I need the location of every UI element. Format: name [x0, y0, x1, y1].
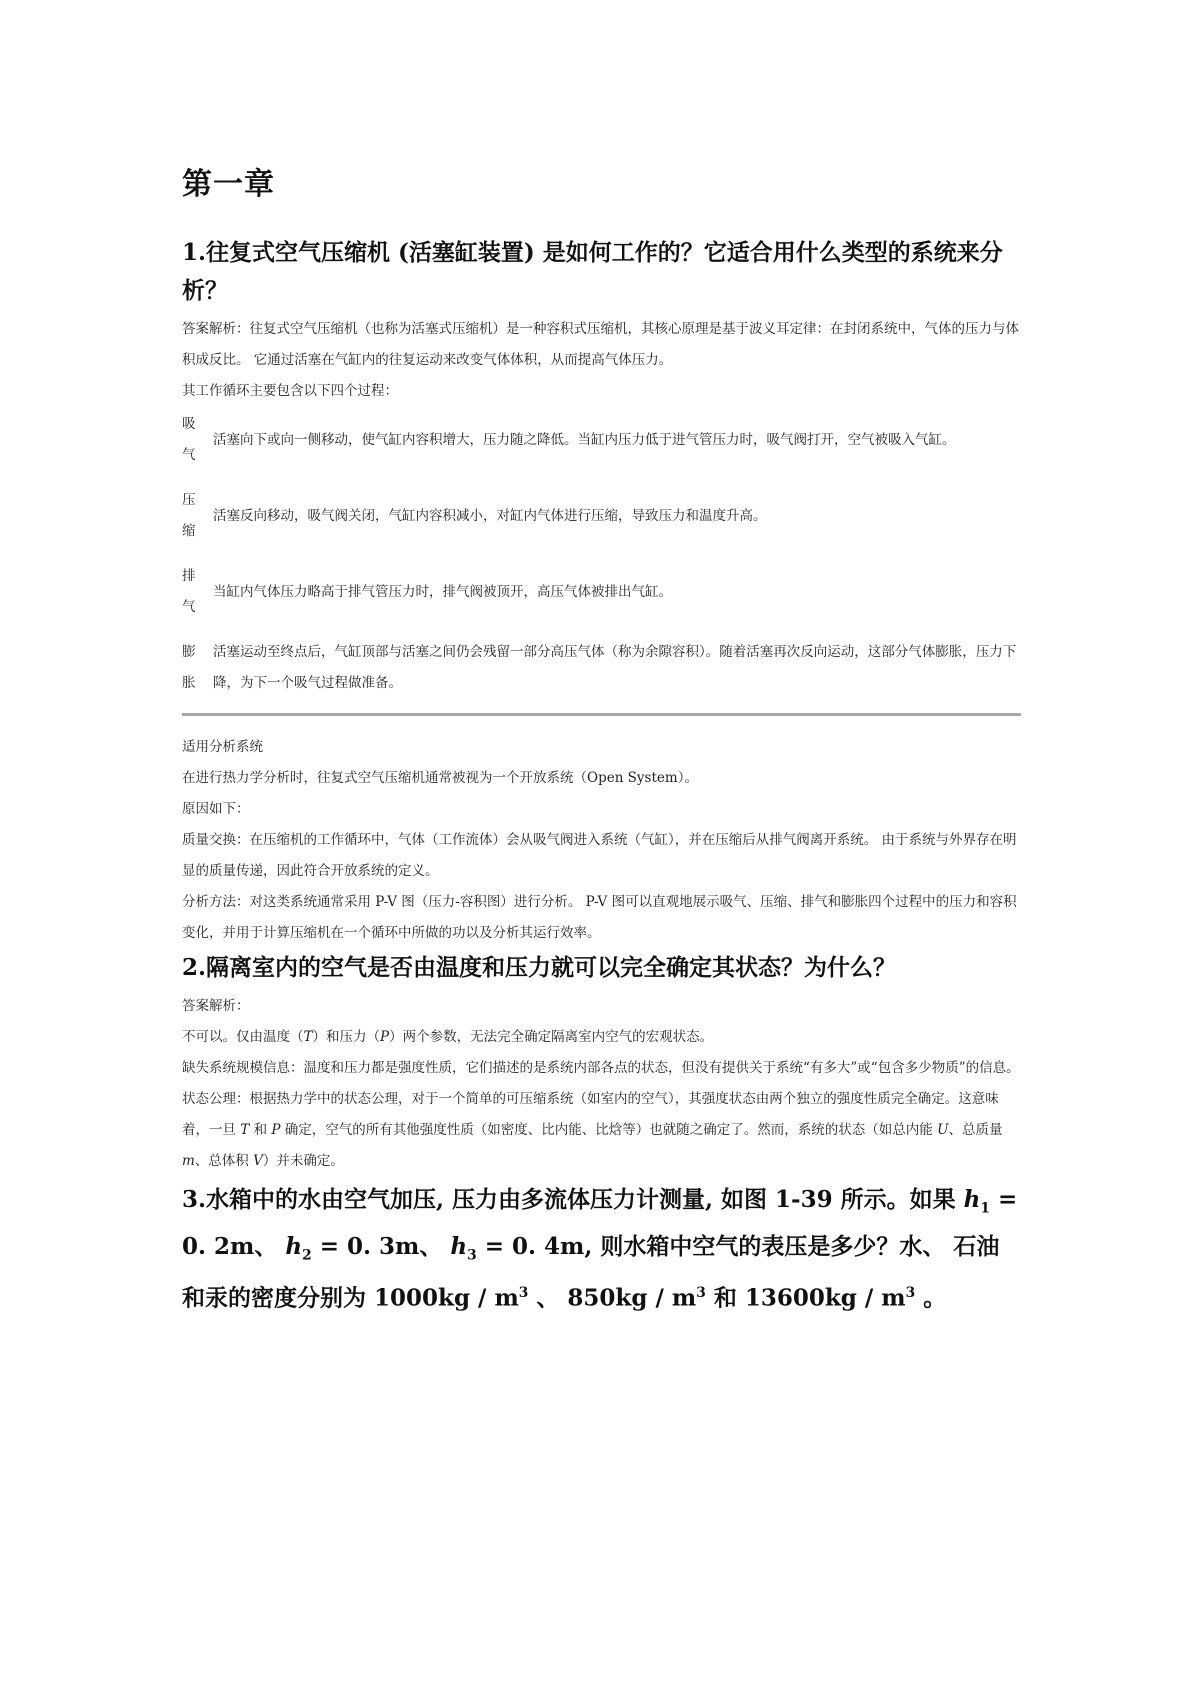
q1-reason-method: 分析方法：对这类系统通常采用 P-V 图（压力-容积图）进行分析。 P-V 图可以直观地展示吸气、压缩、排气和膨胀四个过程中的压力和容积变化，并用于计算压缩机在一个循环中所做的功以及分析其运行效率。 [182, 894, 1017, 941]
step-intake [182, 409, 1021, 471]
q1-intro: 答案解析：往复式空气压缩机（也称为活塞式压缩机）是一种容积式压缩机，其核心原理是基于波义耳定律：在封闭系统中，气体的压力与体积成反比。 它通过活塞在气缸内的往复运动来改变气体体积，从而提高气体压力。 [182, 321, 1019, 368]
q1-steps [182, 409, 1021, 699]
q1-system-heading: 适用分析系统 [182, 739, 263, 755]
q2-answer-label: 答案解析： [182, 998, 250, 1014]
q2-paragraph-1: 不可以。仅由温度（T）和压力（P）两个参数，无法完全确定隔离室内空气的宏观状态。 [182, 1029, 714, 1045]
chapter-title: 第一章 [182, 167, 275, 202]
step-label: 压 缩 [182, 492, 196, 539]
step-label: 吸 气 [182, 416, 196, 463]
q1-system-line: 在进行热力学分析时，往复式空气压缩机通常被视为一个开放系统（Open System）。 [182, 770, 698, 786]
step-text: 当缸内气体压力略高于排气管压力时，排气阀被顶开，高压气体被排出气缸。 [213, 583, 672, 600]
q2-paragraph-3: 状态公理：根据热力学中的状态公理，对于一个简单的可压缩系统（如室内的空气），其强度状态由两个独立的强度性质完全确定。这意味着，一旦 T 和 P 确定，空气的所有其他强度性质（如密度、比内能、比焓等）也就随之确定了。然而，系统的状态（如总内能 U、总质量 m、总体积 V）并未确定。 [182, 1091, 1003, 1169]
q1-cycle-intro: 其工作循环主要包含以下四个过程： [182, 383, 398, 399]
q1-reason-mass: 质量交换：在压缩机的工作循环中，气体（工作流体）会从吸气阀进入系统（气缸），并在压缩后从排气阀离开系统。 由于系统与外界存在明显的质量传递，因此符合开放系统的定义。 [182, 832, 1017, 879]
q2-paragraph-2: 缺失系统规模信息：温度和压力都是强度性质，它们描述的是系统内部各点的状态，但没有提供关于系统“有多大”或“包含多少物质”的信息。 [182, 1060, 1020, 1076]
question-2-title: 2.隔离室内的空气是否由温度和压力就可以完全确定其状态？为什么？ [182, 954, 897, 981]
step-text: 活塞向下或向一侧移动，使气缸内容积增大，压力随之降低。当缸内压力低于进气管压力时，吸气阀打开，空气被吸入气缸。 [213, 431, 956, 448]
step-exhaust [182, 561, 1021, 623]
question-1-title: 1.往复式空气压缩机 (活塞缸装置) 是如何工作的？它适合用什么类型的系统来分析？ [182, 239, 1003, 304]
step-text: 活塞反向移动，吸气阀关闭，气缸内容积减小，对缸内气体进行压缩，导致压力和温度升高。 [213, 507, 767, 524]
q1-reason-intro: 原因如下： [182, 801, 250, 817]
step-label: 排 气 [182, 568, 196, 615]
step-expansion [182, 637, 1021, 699]
step-compression [182, 485, 1021, 547]
step-label: 膨 胀 [182, 644, 196, 691]
horizontal-divider [182, 713, 1021, 716]
step-text: 活塞运动至终点后，气缸顶部与活塞之间仍会残留一部分高压气体（称为余隙容积）。随着活塞再次反向运动，这部分气体膨胀，压力下降，为下一个吸气过程做准备。 [213, 644, 1017, 691]
question-3-title: 3.水箱中的水由空气加压, 压力由多流体压力计测量, 如图 1-39 所示。如果 $h_1 = 0$. 2m、 $h_2 = 0$. 3m、 $h_3 = 0$. 4m, 则水箱中空气的表压是多少？水、 石油和汞的密度分别为 $1000kg / m^3$ 、 $850kg / m^3$ 和 $13600kg / m^3$ 。 [182, 1186, 1018, 1312]
